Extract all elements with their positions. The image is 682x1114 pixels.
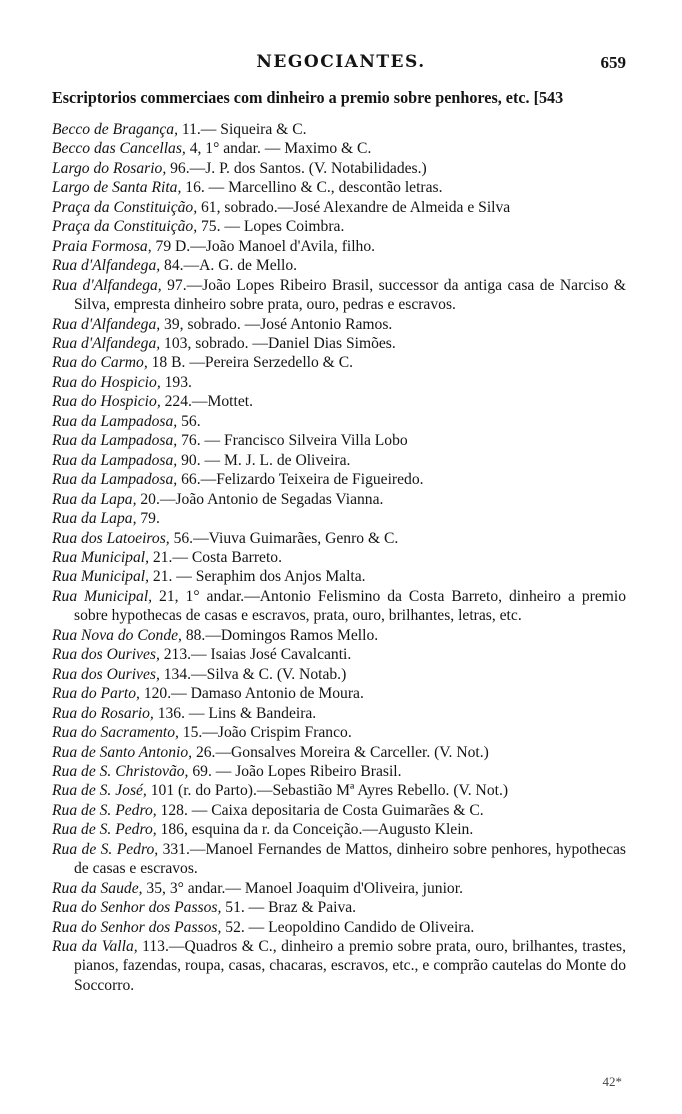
directory-entry <box>52 431 626 450</box>
page-header <box>0 52 682 76</box>
directory-entry <box>52 353 626 372</box>
directory-entry <box>52 412 626 431</box>
folio-signature: 42* <box>602 1074 622 1089</box>
entry-details: 224.—Mottet. <box>160 393 253 411</box>
entry-street: Rua de S. Christovão, <box>52 762 189 780</box>
entry-details: 21. — Seraphim dos Anjos Malta. <box>149 568 366 586</box>
directory-entry <box>52 801 626 820</box>
directory-entry <box>52 490 626 509</box>
directory-entry <box>52 315 626 334</box>
entry-street: Rua da Valla, <box>52 938 138 956</box>
directory-entry <box>52 548 626 567</box>
entry-street: Rua da Lampadosa, <box>52 412 178 430</box>
entry-details: 90. — M. J. L. de Oliveira. <box>177 451 351 469</box>
directory-entry <box>52 392 626 411</box>
entry-details: 21, 1° andar.—Antonio Felismino da Costa Barreto, dinheiro a premio sobre hypothecas de casas e escravos, prata, ouro, brilhantes, letras, etc. <box>74 587 627 625</box>
entry-street: Rua Municipal, <box>52 548 150 566</box>
entry-street: Rua de S. Pedro, <box>52 821 157 839</box>
entry-street: Rua do Senhor dos Passos, <box>52 918 222 936</box>
entry-details: 79. <box>136 510 160 528</box>
entry-street: Largo do Rosario, <box>52 159 167 177</box>
entry-details: 26.—Gonsalves Moreira & Carceller. (V. Not.) <box>192 743 489 761</box>
directory-entry <box>52 820 626 839</box>
entry-street: Becco das Cancellas, <box>52 140 186 158</box>
directory-entry <box>52 704 626 723</box>
entry-street: Praia Formosa, <box>52 237 152 255</box>
entry-details: 96.—J. P. dos Santos. (V. Notabilidades.) <box>166 159 427 177</box>
directory-entries <box>52 120 626 995</box>
entry-street: Rua dos Ourives, <box>52 646 160 664</box>
entry-street: Rua da Lampadosa, <box>52 432 178 450</box>
directory-entry <box>52 587 626 626</box>
entry-street: Rua da Saude, <box>52 879 143 897</box>
directory-entry <box>52 684 626 703</box>
entry-details: 21.— Costa Barreto. <box>149 548 282 566</box>
entry-details: 15.—João Crispim Franco. <box>178 724 352 742</box>
directory-entry <box>52 334 626 353</box>
entry-street: Rua do Carmo, <box>52 354 148 372</box>
directory-entry <box>52 937 626 995</box>
directory-entry <box>52 918 626 937</box>
entry-details: 136. — Lins & Bandeira. <box>153 704 317 722</box>
entry-details: 66.—Felizardo Teixeira de Figueiredo. <box>177 471 424 489</box>
directory-entry <box>52 762 626 781</box>
entry-street: Rua de S. Pedro, <box>52 840 159 858</box>
directory-entry <box>52 139 626 158</box>
entry-details: 4, 1° andar. — Maximo & C. <box>185 140 372 158</box>
entry-details: 56. <box>177 412 201 430</box>
entry-details: 103, sobrado. —Daniel Dias Simões. <box>160 334 396 352</box>
entry-details: 101 (r. do Parto).—Sebastião Mª Ayres Rebello. (V. Not.) <box>146 782 509 800</box>
entry-street: Praça da Constituição, <box>52 198 198 216</box>
directory-entry <box>52 120 626 139</box>
entry-details: 69. — João Lopes Ribeiro Brasil. <box>188 762 402 780</box>
entry-details: 88.—Domingos Ramos Mello. <box>181 626 379 644</box>
directory-entry <box>52 256 626 275</box>
entry-street: Rua Nova do Conde, <box>52 626 182 644</box>
entry-details: 213.— Isaias José Cavalcanti. <box>159 646 352 664</box>
entry-details: 97.—João Lopes Ribeiro Brasil, successor da antiga casa de Narciso & Silva, empresta dinheiro sobre prata, ouro, pedras e escravos. <box>74 276 626 314</box>
entry-street: Rua dos Ourives, <box>52 665 160 683</box>
entry-street: Rua d'Alfandega, <box>52 334 161 352</box>
entry-details: 331.—Manoel Fernandes de Mattos, dinheiro sobre penhores, hypothecas de casas e escravos. <box>74 840 627 878</box>
entry-details: 39, sobrado. —José Antonio Ramos. <box>160 315 393 333</box>
entry-street: Rua de S. Pedro, <box>52 801 157 819</box>
entry-street: Rua dos Latoeiros, <box>52 529 170 547</box>
entry-street: Rua de Santo Antonio, <box>52 743 193 761</box>
entry-details: 186, esquina da r. da Conceição.—Augusto Klein. <box>156 821 474 839</box>
entry-details: 20.—João Antonio de Segadas Vianna. <box>136 490 384 508</box>
entry-street: Rua da Lampadosa, <box>52 471 178 489</box>
entry-details: 18 B. —Pereira Serzedello & C. <box>147 354 354 372</box>
directory-entry <box>52 198 626 217</box>
directory-entry <box>52 567 626 586</box>
entry-details: 51. — Braz & Paiva. <box>221 899 357 917</box>
directory-entry <box>52 451 626 470</box>
entry-street: Rua Municipal, <box>52 568 150 586</box>
directory-entry <box>52 159 626 178</box>
directory-entry <box>52 743 626 762</box>
entry-details: 113.—Quadros & C., dinheiro a premio sobre prata, ouro, brilhantes, trastes, pianos, fazendas, roupa, casas, chacaras, escravos, etc., e comprão cautelas do Monte do Soccorro. <box>74 938 627 994</box>
entry-details: 16. — Marcellino & C., descontão letras. <box>181 179 443 197</box>
entry-details: 56.—Viuva Guimarães, Genro & C. <box>169 529 399 547</box>
section-heading: Escriptorios commerciaes com dinheiro a premio sobre penhores, etc. [543 <box>52 88 564 107</box>
directory-entry <box>52 840 626 879</box>
entry-details: 120.— Damaso Antonio de Moura. <box>139 685 364 703</box>
directory-entry <box>52 529 626 548</box>
entry-street: Rua do Senhor dos Passos, <box>52 899 222 917</box>
entry-details: 128. — Caixa depositaria de Costa Guimarães & C. <box>156 801 484 819</box>
entry-details: 76. — Francisco Silveira Villa Lobo <box>177 432 408 450</box>
directory-entry <box>52 665 626 684</box>
entry-street: Largo de Santa Rita, <box>52 179 182 197</box>
entry-street: Becco de Bragança, <box>52 121 178 138</box>
directory-entry <box>52 645 626 664</box>
entry-street: Rua da Lapa, <box>52 490 137 508</box>
entry-details: 61, sobrado.—José Alexandre de Almeida e Silva <box>197 198 511 216</box>
directory-entry <box>52 470 626 489</box>
running-title: NEGOCIANTES. <box>256 52 426 72</box>
directory-entry <box>52 781 626 800</box>
directory-entry <box>52 509 626 528</box>
directory-entry <box>52 178 626 197</box>
entry-street: Rua do Rosario, <box>52 704 154 722</box>
directory-entry <box>52 879 626 898</box>
entry-street: Rua da Lapa, <box>52 510 137 528</box>
directory-entry <box>52 898 626 917</box>
entry-details: 84.—A. G. de Mello. <box>160 257 298 275</box>
entry-details: 134.—Silva & C. (V. Notab.) <box>159 665 347 683</box>
directory-entry <box>52 373 626 392</box>
entry-details: 35, 3° andar.— Manoel Joaquim d'Oliveira, junior. <box>142 879 463 897</box>
entry-street: Rua do Sacramento, <box>52 724 179 742</box>
entry-street: Rua do Hospicio, <box>52 373 161 391</box>
entry-details: 79 D.—João Manoel d'Avila, filho. <box>151 237 376 255</box>
directory-entry <box>52 723 626 742</box>
entry-details: 75. — Lopes Coimbra. <box>197 218 345 236</box>
entry-street: Rua do Hospicio, <box>52 393 161 411</box>
entry-street: Rua d'Alfandega, <box>52 276 162 294</box>
entry-street: Rua Municipal, <box>52 587 153 605</box>
entry-street: Rua da Lampadosa, <box>52 451 178 469</box>
entry-street: Rua d'Alfandega, <box>52 315 161 333</box>
entry-street: Praça da Constituição, <box>52 218 198 236</box>
directory-entry <box>52 237 626 256</box>
entry-details: 52. — Leopoldino Candido de Oliveira. <box>221 918 475 936</box>
directory-entry <box>52 276 626 315</box>
page-number: 659 <box>600 53 626 72</box>
entry-street: Rua d'Alfandega, <box>52 257 161 275</box>
entry-street: Rua de S. José, <box>52 782 147 800</box>
entry-street: Rua do Parto, <box>52 685 140 703</box>
directory-entry <box>52 626 626 645</box>
entry-details: 11.— Siqueira & C. <box>178 121 307 138</box>
directory-entry <box>52 217 626 236</box>
entry-details: 193. <box>160 373 192 391</box>
